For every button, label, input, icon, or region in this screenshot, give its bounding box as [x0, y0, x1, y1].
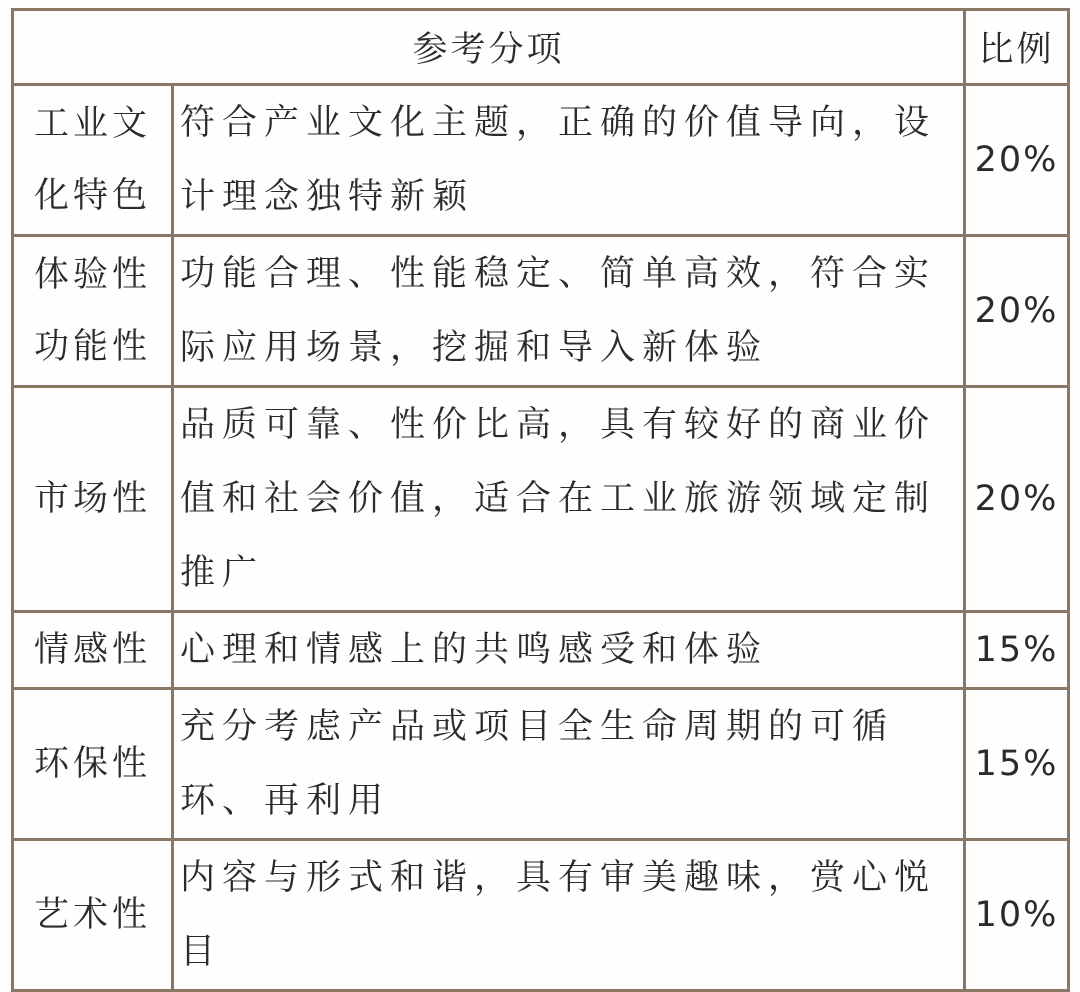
table-row [13, 840, 1069, 991]
table-row [13, 612, 1069, 689]
row-description: 品质可靠、性价比高，具有较好的商业价值和社会价值，适合在工业旅游领域定制推广 [173, 387, 965, 612]
row-category: 体验性功能性 [13, 236, 173, 387]
row-category: 艺术性 [13, 840, 173, 991]
table-row [13, 85, 1069, 236]
header-criteria: 参考分项 [13, 10, 965, 85]
row-category: 市场性 [13, 387, 173, 612]
row-description: 心理和情感上的共鸣感受和体验 [173, 612, 965, 689]
table-header-row [13, 10, 1069, 85]
row-description: 内容与形式和谐，具有审美趣味，赏心悦目 [173, 840, 965, 991]
table-row [13, 236, 1069, 387]
table-row [13, 689, 1069, 840]
row-category: 工业文化特色 [13, 85, 173, 236]
row-ratio: 20% [965, 387, 1069, 612]
row-description: 功能合理、性能稳定、简单高效，符合实际应用场景，挖掘和导入新体验 [173, 236, 965, 387]
row-ratio: 20% [965, 85, 1069, 236]
row-ratio: 15% [965, 689, 1069, 840]
table-row [13, 387, 1069, 612]
row-ratio: 15% [965, 612, 1069, 689]
header-ratio: 比例 [965, 10, 1069, 85]
scoring-criteria-table [11, 8, 1070, 992]
row-ratio: 20% [965, 236, 1069, 387]
row-ratio: 10% [965, 840, 1069, 991]
row-category: 情感性 [13, 612, 173, 689]
row-description: 符合产业文化主题，正确的价值导向，设计理念独特新颖 [173, 85, 965, 236]
row-category: 环保性 [13, 689, 173, 840]
row-description: 充分考虑产品或项目全生命周期的可循环、再利用 [173, 689, 965, 840]
